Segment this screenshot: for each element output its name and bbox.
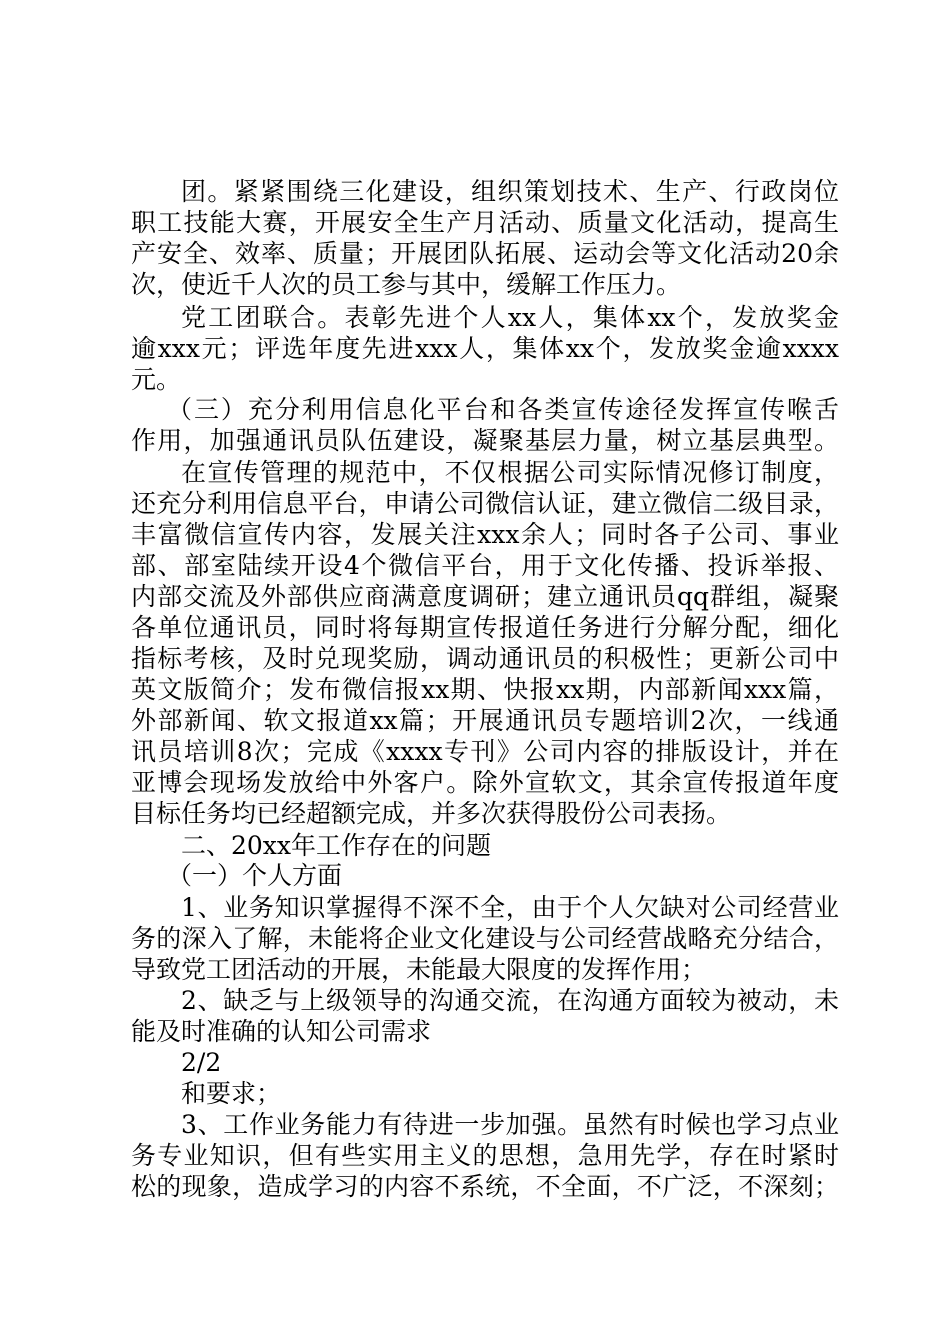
paragraph-line-19: 讯员培训8次；完成《xxxx专刊》公司内容的排版设计，并在 (131, 737, 839, 766)
paragraph-line-21: 目标任务均已经超额完成，并多次获得股份公司表扬。 (131, 799, 732, 828)
subsection-heading-1: （一）个人方面 (167, 861, 343, 890)
paragraph-line-16: 指标考核，及时兑现奖励，调动通讯员的积极性；更新公司中 (131, 644, 839, 673)
paragraph-line-10: 在宣传管理的规范中，不仅根据公司实际情况修订制度， (181, 458, 839, 487)
paragraph-line-13: 部、部室陆续开设4个微信平台，用于文化传播、投诉举报、 (131, 551, 839, 580)
paragraph-line-24: 1、业务知识掌握得不深不全，由于个人欠缺对公司经营业 (181, 893, 839, 922)
paragraph-line-14: 内部交流及外部供应商满意度调研；建立通讯员qq群组，凝聚 (131, 582, 839, 611)
paragraph-line-27: 2、缺乏与上级领导的沟通交流，在沟通方面较为被动，未 (181, 986, 839, 1015)
paragraph-line-6: 逾xxx元；评选年度先进xxx人，集体xx个，发放奖金逾xxxx (131, 334, 839, 363)
paragraph-line-9: 作用，加强通讯员队伍建设，凝聚基层力量，树立基层典型。 (131, 426, 839, 455)
section-heading-3: （三）充分利用信息化平台和各类宣传途径发挥宣传喉舌 (167, 395, 839, 424)
page-number: 2/2 (181, 1048, 222, 1077)
paragraph-line-11: 还充分利用信息平台，申请公司微信认证，建立微信二级目录， (131, 489, 839, 518)
paragraph-line-20: 亚博会现场发放给中外客户。除外宣软文，其余宣传报道年度 (131, 768, 839, 797)
paragraph-line-32: 务专业知识，但有些实用主义的思想，急用先学，存在时紧时 (131, 1141, 839, 1170)
paragraph-line-26: 导致党工团活动的开展，未能最大限度的发挥作用； (131, 955, 707, 984)
paragraph-line-17: 英文版简介；发布微信报xx期、快报xx期，内部新闻xxx篇， (131, 675, 839, 704)
paragraph-line-28: 能及时准确的认知公司需求 (131, 1017, 432, 1046)
paragraph-line-15: 各单位通讯员，同时将每期宣传报道任务进行分解分配，细化 (131, 613, 839, 642)
paragraph-line-30: 和要求； (181, 1079, 282, 1108)
paragraph-line-31: 3、工作业务能力有待进一步加强。虽然有时候也学习点业 (181, 1110, 839, 1139)
section-heading-2: 二、20xx年工作存在的问题 (181, 831, 492, 860)
paragraph-line-1: 团。紧紧围绕三化建设，组织策划技术、生产、行政岗位 (181, 177, 839, 206)
paragraph-line-18: 外部新闻、软文报道xx篇；开展通讯员专题培训2次，一线通 (131, 706, 839, 735)
paragraph-line-12: 丰富微信宣传内容，发展关注xxx余人；同时各子公司、事业 (131, 520, 839, 549)
paragraph-line-5: 党工团联合。表彰先进个人xx人，集体xx个，发放奖金 (181, 303, 839, 332)
paragraph-line-4: 次，使近千人次的员工参与其中，缓解工作压力。 (131, 270, 682, 299)
paragraph-line-25: 务的深入了解，未能将企业文化建设与公司经营战略充分结合， (131, 924, 839, 953)
paragraph-line-3: 产安全、效率、质量；开展团队拓展、运动会等文化活动20余 (131, 239, 839, 268)
paragraph-line-2: 职工技能大赛，开展安全生产月活动、质量文化活动，提高生 (131, 208, 839, 237)
paragraph-line-33: 松的现象，造成学习的内容不系统，不全面，不广泛，不深刻； (131, 1172, 839, 1201)
paragraph-line-7: 元。 (131, 365, 182, 394)
